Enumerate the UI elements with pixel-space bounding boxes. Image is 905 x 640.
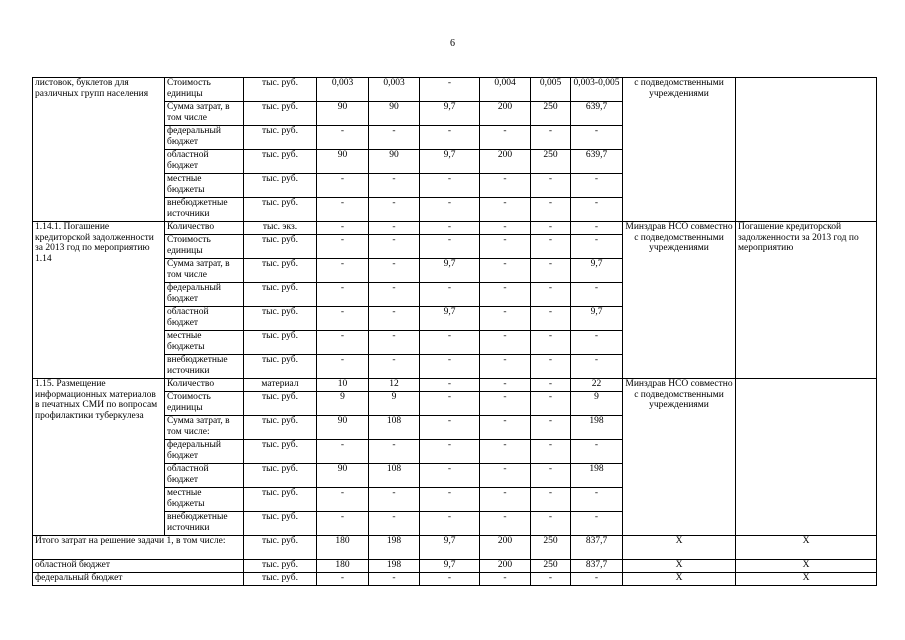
value-cell: - [420,198,480,222]
value-cell: 198 [369,560,420,573]
unit-cell: тыс. руб. [244,512,317,536]
value-cell: - [480,464,531,488]
value-cell: - [531,464,571,488]
value-cell: - [531,355,571,379]
value-cell: - [420,78,480,102]
value-cell: 22 [571,379,623,392]
value-cell: - [420,512,480,536]
value-cell: - [571,283,623,307]
unit-cell: тыс. руб. [244,536,317,560]
value-cell: 250 [531,102,571,126]
value-cell: - [369,198,420,222]
totals-row [33,536,877,560]
unit-cell: тыс. руб. [244,355,317,379]
value-cell: - [571,355,623,379]
value-cell: - [480,331,531,355]
executor-cell: Минздрав НСО совместно с подведомственными учреждениями [623,379,736,536]
value-cell: - [571,222,623,235]
value-cell: - [480,355,531,379]
value-cell: - [531,283,571,307]
value-cell: 200 [480,560,531,573]
totals-label-cell: федеральный бюджет [33,573,244,586]
value-cell: 108 [369,464,420,488]
value-cell: 639,7 [571,150,623,174]
result-cell: Погашение кредиторской задолженности за 2013 год по мероприятию [736,222,877,379]
value-cell: - [531,126,571,150]
value-cell: - [531,392,571,416]
indicator-cell: Стоимость единицы [165,78,244,102]
value-cell: - [317,355,369,379]
value-cell: - [531,259,571,283]
unit-cell: тыс. руб. [244,102,317,126]
value-cell: 90 [317,102,369,126]
unit-cell: тыс. руб. [244,392,317,416]
value-cell: - [420,416,480,440]
value-cell: - [571,126,623,150]
value-cell: - [317,440,369,464]
value-cell: - [317,259,369,283]
value-cell: - [571,488,623,512]
value-cell: - [571,174,623,198]
executor-cell: Х [623,573,736,586]
value-cell: 9 [369,392,420,416]
indicator-cell: внебюджетные источники [165,355,244,379]
totals-label-cell: областной бюджет [33,560,244,573]
value-cell: - [420,379,480,392]
value-cell: - [420,488,480,512]
value-cell: 9,7 [571,307,623,331]
value-cell: - [420,222,480,235]
value-cell: 9,7 [571,259,623,283]
value-cell: - [571,198,623,222]
value-cell: 250 [531,560,571,573]
value-cell: - [369,259,420,283]
program-table [32,77,877,586]
value-cell: 837,7 [571,536,623,560]
indicator-cell: внебюджетные источники [165,198,244,222]
table-row [33,379,877,392]
value-cell: 0,005 [531,78,571,102]
value-cell: 200 [480,102,531,126]
value-cell: 12 [369,379,420,392]
value-cell: - [480,198,531,222]
unit-cell: тыс. руб. [244,464,317,488]
indicator-cell: внебюджетные источники [165,512,244,536]
value-cell: - [369,355,420,379]
value-cell: - [480,259,531,283]
value-cell: - [420,440,480,464]
value-cell: - [571,512,623,536]
value-cell: - [480,307,531,331]
value-cell: 0,003 [317,78,369,102]
value-cell: - [317,331,369,355]
unit-cell: тыс. руб. [244,573,317,586]
value-cell: 198 [369,536,420,560]
result-cell: Х [736,573,877,586]
value-cell: 9 [317,392,369,416]
value-cell: - [531,440,571,464]
activity-title-cell: 1.14.1. Погашение кредиторской задолженности за 2013 год по мероприятию 1.14 [33,222,165,379]
value-cell: - [317,283,369,307]
value-cell: - [480,392,531,416]
value-cell: - [317,126,369,150]
executor-cell: Х [623,560,736,573]
indicator-cell: Сумма затрат, в том числе: [165,416,244,440]
value-cell: - [531,198,571,222]
value-cell: 9,7 [420,102,480,126]
unit-cell: тыс. руб. [244,235,317,259]
indicator-cell: федеральный бюджет [165,283,244,307]
value-cell: - [480,174,531,198]
totals-row [33,573,877,586]
value-cell: - [420,126,480,150]
unit-cell: тыс. руб. [244,440,317,464]
value-cell: - [480,512,531,536]
value-cell: 180 [317,560,369,573]
value-cell: - [480,126,531,150]
unit-cell: тыс. руб. [244,331,317,355]
value-cell: - [480,283,531,307]
value-cell: - [531,174,571,198]
indicator-cell: Количество [165,222,244,235]
indicator-cell: Стоимость единицы [165,235,244,259]
result-cell [736,379,877,536]
unit-cell: тыс. руб. [244,150,317,174]
value-cell: - [420,235,480,259]
indicator-cell: областной бюджет [165,150,244,174]
value-cell: 108 [369,416,420,440]
unit-cell: тыс. руб. [244,198,317,222]
value-cell: - [531,379,571,392]
value-cell: - [369,488,420,512]
value-cell: - [531,512,571,536]
value-cell: 90 [317,464,369,488]
unit-cell: материал [244,379,317,392]
value-cell: - [571,235,623,259]
value-cell: - [531,307,571,331]
totals-label-cell: Итого затрат на решение задачи 1, в том числе: [33,536,244,560]
value-cell: - [480,440,531,464]
value-cell: 9,7 [420,560,480,573]
indicator-cell: местные бюджеты [165,331,244,355]
value-cell: - [571,331,623,355]
value-cell: 90 [317,150,369,174]
value-cell: 0,004 [480,78,531,102]
value-cell: - [317,573,369,586]
indicator-cell: федеральный бюджет [165,440,244,464]
value-cell: - [317,488,369,512]
value-cell: 0,003-0,005 [571,78,623,102]
value-cell: - [369,222,420,235]
value-cell: 9,7 [420,536,480,560]
value-cell: - [317,222,369,235]
value-cell: - [531,331,571,355]
unit-cell: тыс. руб. [244,174,317,198]
value-cell: - [369,307,420,331]
value-cell: - [317,307,369,331]
value-cell: 90 [369,150,420,174]
unit-cell: тыс. экз. [244,222,317,235]
value-cell: 9,7 [420,307,480,331]
value-cell: - [369,331,420,355]
unit-cell: тыс. руб. [244,259,317,283]
value-cell: - [531,488,571,512]
indicator-cell: областной бюджет [165,464,244,488]
value-cell: - [420,174,480,198]
value-cell: - [369,440,420,464]
indicator-cell: областной бюджет [165,307,244,331]
value-cell: - [317,174,369,198]
result-cell [736,78,877,222]
result-cell: Х [736,560,877,573]
value-cell: - [369,174,420,198]
value-cell: - [480,222,531,235]
executor-cell: Х [623,536,736,560]
executor-cell: Минздрав НСО совместно с подведомственными учреждениями [623,222,736,379]
value-cell: - [531,222,571,235]
unit-cell: тыс. руб. [244,307,317,331]
unit-cell: тыс. руб. [244,560,317,573]
indicator-cell: Стоимость единицы [165,392,244,416]
indicator-cell: местные бюджеты [165,488,244,512]
result-cell: Х [736,536,877,560]
indicator-cell: федеральный бюджет [165,126,244,150]
activity-title-cell: 1.15. Размещение информационных материалов в печатных СМИ по вопросам профилактики туберкулеза [33,379,165,536]
value-cell: - [531,573,571,586]
value-cell: 639,7 [571,102,623,126]
executor-cell: с подведомственными учреждениями [623,78,736,222]
value-cell: - [420,464,480,488]
value-cell: 9,7 [420,259,480,283]
value-cell: - [571,440,623,464]
table-row [33,222,877,235]
value-cell: - [317,235,369,259]
value-cell: - [480,488,531,512]
value-cell: 10 [317,379,369,392]
value-cell: - [420,355,480,379]
value-cell: 198 [571,464,623,488]
value-cell: 250 [531,150,571,174]
activity-title-cell: листовок, буклетов для различных групп населения [33,78,165,222]
totals-row [33,560,877,573]
indicator-cell: Сумма затрат, в том числе [165,102,244,126]
page-number: 6 [450,38,455,49]
value-cell: - [420,331,480,355]
value-cell: 250 [531,536,571,560]
value-cell: 198 [571,416,623,440]
unit-cell: тыс. руб. [244,488,317,512]
unit-cell: тыс. руб. [244,78,317,102]
value-cell: - [480,235,531,259]
value-cell: 90 [369,102,420,126]
value-cell: - [420,283,480,307]
table-row [33,78,877,102]
value-cell: - [317,198,369,222]
value-cell: 9,7 [420,150,480,174]
value-cell: - [531,416,571,440]
unit-cell: тыс. руб. [244,126,317,150]
value-cell: - [369,235,420,259]
value-cell: 200 [480,536,531,560]
value-cell: 9 [571,392,623,416]
value-cell: - [571,573,623,586]
value-cell: 837,7 [571,560,623,573]
table-body [33,78,877,586]
value-cell: - [369,512,420,536]
value-cell: - [420,392,480,416]
value-cell: - [531,235,571,259]
value-cell: - [480,379,531,392]
unit-cell: тыс. руб. [244,416,317,440]
value-cell: - [369,573,420,586]
value-cell: - [420,573,480,586]
indicator-cell: Сумма затрат, в том числе [165,259,244,283]
value-cell: 0,003 [369,78,420,102]
value-cell: 200 [480,150,531,174]
value-cell: - [480,416,531,440]
value-cell: - [317,512,369,536]
unit-cell: тыс. руб. [244,283,317,307]
value-cell: 90 [317,416,369,440]
value-cell: - [369,126,420,150]
indicator-cell: местные бюджеты [165,174,244,198]
value-cell: - [480,573,531,586]
indicator-cell: Количество [165,379,244,392]
value-cell: 180 [317,536,369,560]
value-cell: - [369,283,420,307]
